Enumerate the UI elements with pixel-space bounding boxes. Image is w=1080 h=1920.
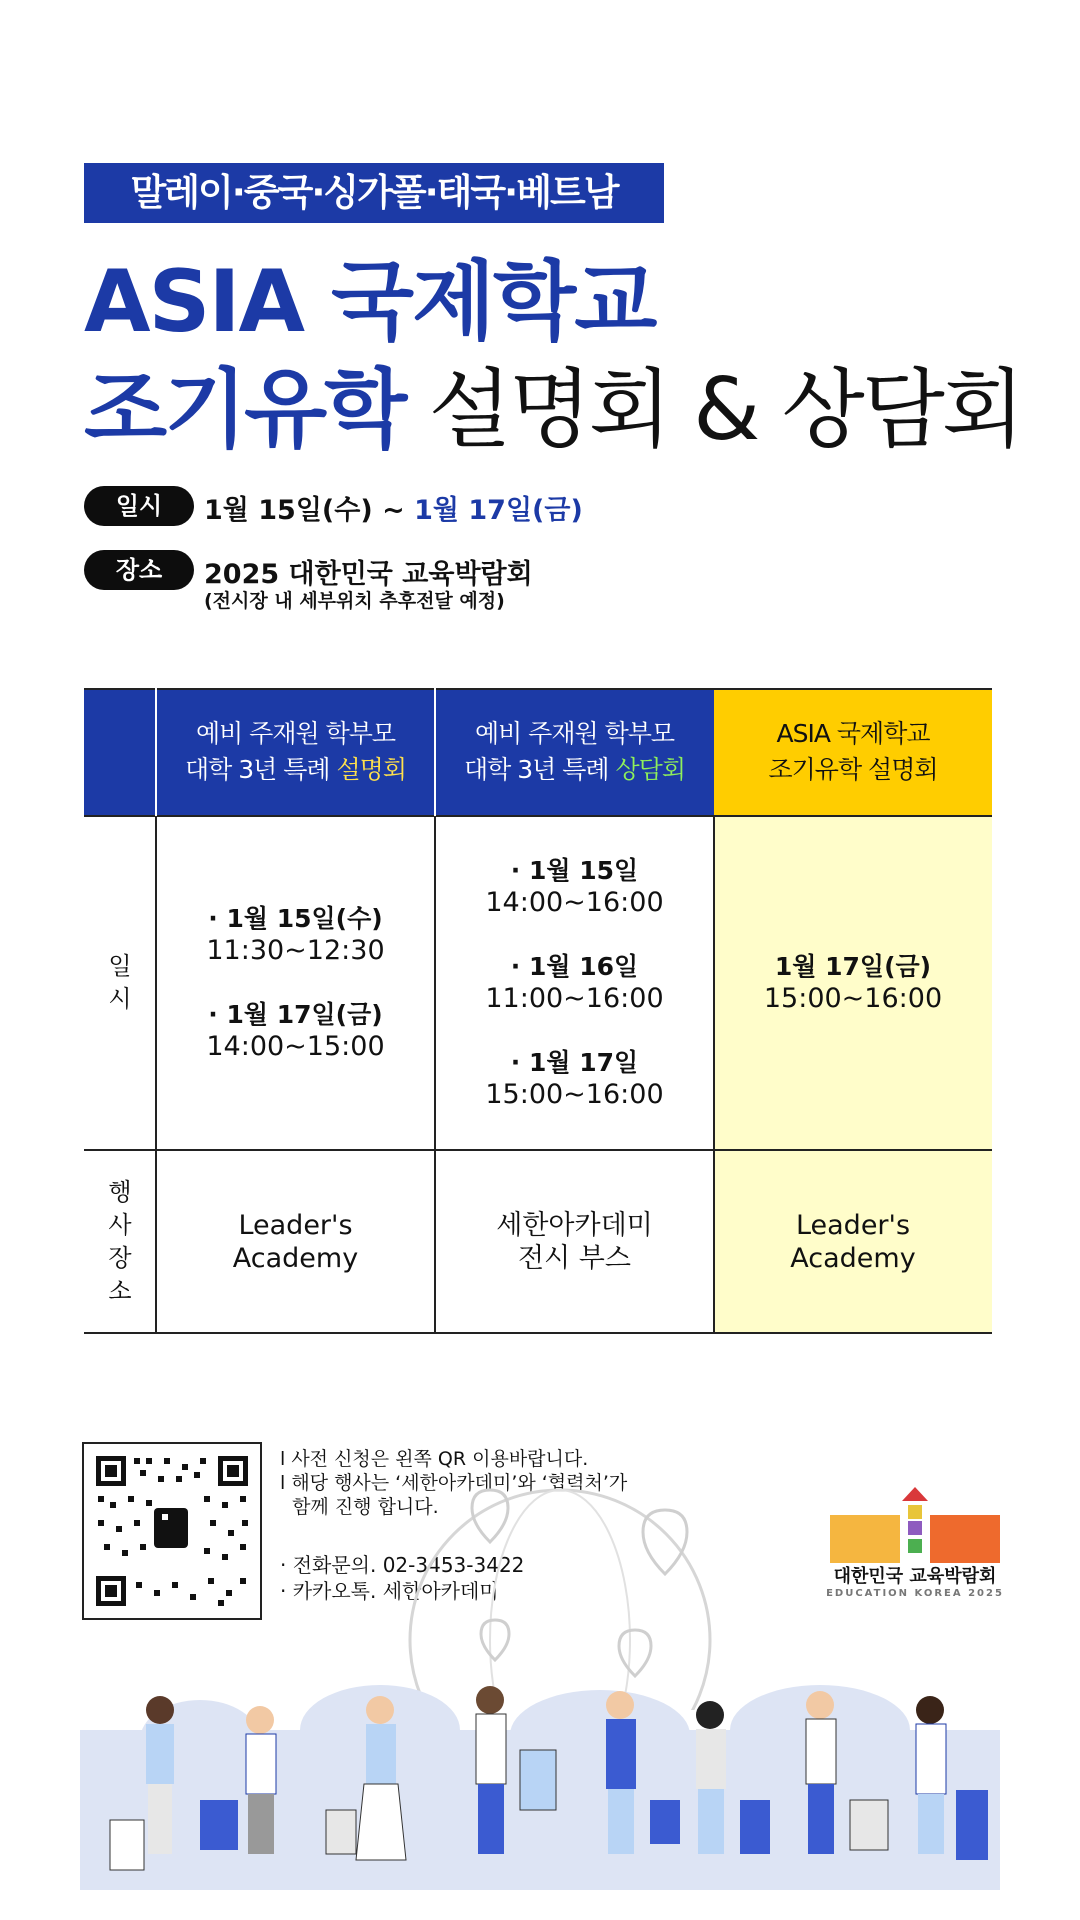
col3-place-b: Academy (790, 1243, 916, 1274)
row-label-place-2: 사 (108, 1211, 132, 1239)
header-corner (84, 688, 156, 816)
col3-place-a: Leader's (795, 1210, 911, 1241)
title-line2-rest: 설명회 & 상담회 (428, 360, 1022, 460)
country-tag: 말레이·중국·싱가폴·태국·베트남 (84, 163, 664, 223)
col2-session1-time: 14:00~16:00 (485, 887, 664, 918)
schedule-table (84, 688, 992, 1334)
col2-session1-date: · 1월 15일 (510, 856, 639, 885)
col2-session3-date: · 1월 17일 (510, 1048, 639, 1077)
title-line2 (84, 360, 1022, 460)
header-consulting-line1: 예비 주재원 학부모 (474, 719, 675, 748)
header-consulting (435, 688, 714, 816)
event-date-end: 1월 17일(금) (414, 495, 583, 526)
col3-session-time: 15:00~16:00 (763, 983, 943, 1014)
row-label-place-3: 장 (108, 1244, 132, 1272)
col1-place-b: Academy (232, 1243, 359, 1274)
col2-place-a: 세한아카데미 (496, 1210, 653, 1241)
table-top-border (84, 688, 992, 690)
col1-session2-time: 14:00~15:00 (206, 1031, 385, 1062)
col2-session3-time: 15:00~16:00 (485, 1079, 664, 1110)
students-travel-illustration (80, 1620, 1000, 1920)
header-briefing-line1: 예비 주재원 학부모 (195, 719, 396, 748)
contact-phone[interactable]: · 전화문의. 02-3453-3422 (280, 1553, 525, 1577)
header-asia-briefing (714, 688, 992, 816)
table-bottom-border (84, 1332, 992, 1334)
header-briefing (156, 688, 435, 816)
table-col-divider-2 (713, 816, 715, 1334)
row-label-date-b: 시 (108, 985, 132, 1013)
event-date (204, 488, 583, 527)
header-consulting-highlight: 상담회 (615, 755, 685, 784)
header-briefing-prefix: 대학 3년 특례 (185, 755, 337, 784)
note-2: l 해당 행사는 ‘세한아카데미’와 ‘협력처’가 (280, 1472, 628, 1494)
col1-schedule (156, 816, 435, 1150)
table-col-divider-1 (434, 816, 436, 1334)
col2-place (435, 1150, 714, 1334)
col1-session1-time: 11:30~12:30 (206, 935, 385, 966)
title-line1: ASIA 국제학교 (84, 252, 656, 352)
header-consulting-line2 (464, 752, 685, 788)
header-consulting-prefix: 대학 3년 특례 (464, 755, 616, 784)
row-label-place-1: 행 (108, 1178, 132, 1206)
place-name: 2025 대한민국 교육박람회 (204, 559, 533, 590)
row-label-date (84, 816, 156, 1150)
place-note: (전시장 내 세부위치 추후전달 예정) (204, 590, 505, 612)
col2-session2-date: · 1월 16일 (510, 952, 639, 981)
row-label-date-a: 일 (108, 952, 132, 980)
table-header-border (84, 815, 992, 817)
table-col-divider-0 (155, 816, 157, 1334)
header-briefing-line2 (185, 752, 406, 788)
col1-session1-date: · 1월 15일(수) (208, 904, 383, 933)
col1-place-a: Leader's (238, 1210, 353, 1241)
table-row-divider (84, 1149, 992, 1151)
place-label-pill: 장소 (84, 550, 194, 590)
row-label-place (84, 1150, 156, 1334)
expo-name: 대한민국 교육박람회 (833, 1566, 997, 1587)
contact-kakao[interactable]: · 카카오톡. 세한아카데미 (280, 1579, 499, 1603)
col1-place (156, 1150, 435, 1334)
col3-session-date: 1월 17일(금) (774, 952, 932, 981)
qr-code[interactable] (82, 1442, 262, 1620)
col3-schedule (714, 816, 992, 1150)
col3-place (714, 1150, 992, 1334)
note-3: 함께 진행 합니다. (280, 1496, 439, 1518)
note-1: l 사전 신청은 왼쪽 QR 이용바랍니다. (280, 1448, 589, 1470)
header-asia-line2: 조기유학 설명회 (768, 755, 938, 784)
col2-place-b: 전시 부스 (518, 1243, 631, 1274)
table-hdr-divider-1 (434, 688, 436, 816)
col2-schedule (435, 816, 714, 1150)
qr-code-graphic (84, 1444, 260, 1618)
date-label-pill: 일시 (84, 486, 194, 526)
title-line2-bold: 조기유학 (84, 360, 405, 460)
col1-session2-date: · 1월 17일(금) (208, 1000, 383, 1029)
row-label-place-4: 소 (108, 1277, 132, 1305)
expo-sub: EDUCATION KOREA 2025 (826, 1588, 1004, 1599)
header-briefing-highlight: 설명회 (336, 755, 406, 784)
header-asia-line1: ASIA 국제학교 (776, 719, 930, 748)
col2-session2-time: 11:00~16:00 (485, 983, 664, 1014)
event-date-start: 1월 15일(수) ~ (204, 495, 415, 526)
